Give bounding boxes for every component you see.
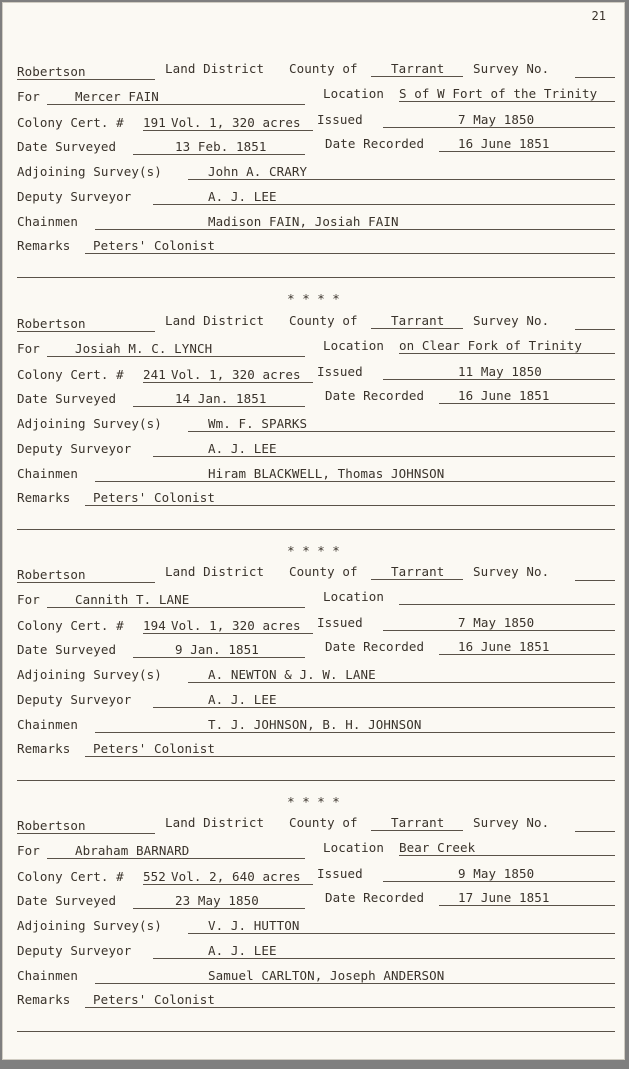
cert-number: 552 xyxy=(143,869,166,884)
issued-value: 11 May 1850 xyxy=(458,364,542,379)
cert-line xyxy=(143,382,313,383)
location-label: Location xyxy=(323,840,385,855)
issued-label: Issued xyxy=(317,866,363,881)
date-surveyed-line xyxy=(133,908,305,909)
for-value: Abraham BARNARD xyxy=(75,843,190,858)
deputy-line xyxy=(153,204,615,205)
county-value: Tarrant xyxy=(391,313,445,328)
land-district-label: Land District xyxy=(165,61,265,76)
cert-number: 194 xyxy=(143,618,166,633)
blank-line xyxy=(17,780,615,781)
location-line xyxy=(399,101,615,102)
chainmen-line xyxy=(95,983,615,984)
land-district-value: Robertson xyxy=(17,64,86,79)
remarks-label: Remarks xyxy=(17,238,71,253)
issued-label: Issued xyxy=(317,364,363,379)
land-district-line xyxy=(17,582,155,583)
county-label: County of xyxy=(289,564,358,579)
chainmen-label: Chainmen xyxy=(17,466,79,481)
county-value: Tarrant xyxy=(391,815,445,830)
cert-detail: Vol. 1, 320 acres xyxy=(171,367,301,382)
cert-detail: Vol. 1, 320 acres xyxy=(171,115,301,130)
date-recorded-value: 16 June 1851 xyxy=(458,388,550,403)
record-separator: * * * * xyxy=(287,794,340,809)
remarks-label: Remarks xyxy=(17,992,71,1007)
date-surveyed-line xyxy=(133,154,305,155)
adjoining-value: John A. CRARY xyxy=(208,164,308,179)
issued-label: Issued xyxy=(317,112,363,127)
location-label: Location xyxy=(323,338,385,353)
date-surveyed-value: 13 Feb. 1851 xyxy=(175,139,267,154)
date-surveyed-line xyxy=(133,657,305,658)
date-recorded-line xyxy=(439,905,615,906)
for-line xyxy=(47,858,305,859)
for-label: For xyxy=(17,89,40,104)
adjoining-label: Adjoining Survey(s) xyxy=(17,416,162,431)
issued-line xyxy=(383,379,615,380)
chainmen-line xyxy=(95,732,615,733)
date-recorded-value: 17 June 1851 xyxy=(458,890,550,905)
for-value: Josiah M. C. LYNCH xyxy=(75,341,213,356)
location-value: on Clear Fork of Trinity xyxy=(399,338,583,353)
land-district-line xyxy=(17,79,155,80)
remarks-line xyxy=(85,505,615,506)
document-page xyxy=(2,2,625,1060)
for-line xyxy=(47,104,305,105)
location-label: Location xyxy=(323,86,385,101)
adjoining-label: Adjoining Survey(s) xyxy=(17,164,162,179)
location-value: Bear Creek xyxy=(399,840,476,855)
issued-line xyxy=(383,630,615,631)
survey-record xyxy=(3,313,624,567)
land-district-label: Land District xyxy=(165,313,265,328)
date-surveyed-label: Date Surveyed xyxy=(17,139,117,154)
adjoining-line xyxy=(188,179,615,180)
deputy-value: A. J. LEE xyxy=(208,189,277,204)
date-surveyed-value: 9 Jan. 1851 xyxy=(175,642,259,657)
issued-line xyxy=(383,127,615,128)
chainmen-value: T. J. JOHNSON, B. H. JOHNSON xyxy=(208,717,422,732)
blank-line xyxy=(17,277,615,278)
issued-value: 7 May 1850 xyxy=(458,615,535,630)
land-district-value: Robertson xyxy=(17,567,86,582)
issued-value: 9 May 1850 xyxy=(458,866,535,881)
county-value: Tarrant xyxy=(391,564,445,579)
issued-label: Issued xyxy=(317,615,363,630)
for-value: Cannith T. LANE xyxy=(75,592,190,607)
land-district-label: Land District xyxy=(165,564,265,579)
date-surveyed-line xyxy=(133,406,305,407)
location-line xyxy=(399,353,615,354)
colony-cert-label: Colony Cert. # xyxy=(17,115,124,130)
cert-line xyxy=(143,884,313,885)
chainmen-label: Chainmen xyxy=(17,214,79,229)
land-district-value: Robertson xyxy=(17,818,86,833)
chainmen-label: Chainmen xyxy=(17,968,79,983)
date-surveyed-value: 23 May 1850 xyxy=(175,893,259,908)
land-district-label: Land District xyxy=(165,815,265,830)
county-label: County of xyxy=(289,61,358,76)
deputy-line xyxy=(153,456,615,457)
for-label: For xyxy=(17,592,40,607)
survey-record xyxy=(3,564,624,818)
county-line xyxy=(371,579,463,580)
deputy-label: Deputy Surveyor xyxy=(17,441,132,456)
colony-cert-label: Colony Cert. # xyxy=(17,869,124,884)
date-recorded-label: Date Recorded xyxy=(325,890,425,905)
for-label: For xyxy=(17,843,40,858)
chainmen-value: Samuel CARLTON, Joseph ANDERSON xyxy=(208,968,445,983)
chainmen-line xyxy=(95,229,615,230)
cert-number: 191 xyxy=(143,115,166,130)
remarks-line xyxy=(85,1007,615,1008)
date-recorded-line xyxy=(439,403,615,404)
deputy-label: Deputy Surveyor xyxy=(17,943,132,958)
survey-no-line xyxy=(575,329,615,330)
blank-line xyxy=(17,1031,615,1032)
for-line xyxy=(47,607,305,608)
date-recorded-label: Date Recorded xyxy=(325,639,425,654)
land-district-value: Robertson xyxy=(17,316,86,331)
date-recorded-line xyxy=(439,151,615,152)
adjoining-value: Wm. F. SPARKS xyxy=(208,416,308,431)
county-line xyxy=(371,328,463,329)
deputy-label: Deputy Surveyor xyxy=(17,692,132,707)
deputy-line xyxy=(153,707,615,708)
cert-line xyxy=(143,130,313,131)
survey-no-label: Survey No. xyxy=(473,313,550,328)
issued-value: 7 May 1850 xyxy=(458,112,535,127)
cert-detail: Vol. 2, 640 acres xyxy=(171,869,301,884)
date-recorded-line xyxy=(439,654,615,655)
adjoining-value: V. J. HUTTON xyxy=(208,918,300,933)
for-line xyxy=(47,356,305,357)
for-value: Mercer FAIN xyxy=(75,89,159,104)
colony-cert-label: Colony Cert. # xyxy=(17,618,124,633)
remarks-value: Peters' Colonist xyxy=(93,238,216,253)
date-recorded-label: Date Recorded xyxy=(325,388,425,403)
adjoining-value: A. NEWTON & J. W. LANE xyxy=(208,667,376,682)
cert-number: 241 xyxy=(143,367,166,382)
county-label: County of xyxy=(289,313,358,328)
remarks-line xyxy=(85,253,615,254)
date-surveyed-label: Date Surveyed xyxy=(17,642,117,657)
remarks-line xyxy=(85,756,615,757)
remarks-value: Peters' Colonist xyxy=(93,741,216,756)
deputy-line xyxy=(153,958,615,959)
chainmen-line xyxy=(95,481,615,482)
remarks-value: Peters' Colonist xyxy=(93,490,216,505)
cert-line xyxy=(143,633,313,634)
remarks-label: Remarks xyxy=(17,490,71,505)
issued-line xyxy=(383,881,615,882)
survey-record xyxy=(3,61,624,315)
county-line xyxy=(371,830,463,831)
remarks-value: Peters' Colonist xyxy=(93,992,216,1007)
colony-cert-label: Colony Cert. # xyxy=(17,367,124,382)
adjoining-label: Adjoining Survey(s) xyxy=(17,667,162,682)
cert-detail: Vol. 1, 320 acres xyxy=(171,618,301,633)
deputy-value: A. J. LEE xyxy=(208,441,277,456)
location-value: S of W Fort of the Trinity xyxy=(399,86,598,101)
chainmen-value: Madison FAIN, Josiah FAIN xyxy=(208,214,399,229)
date-recorded-label: Date Recorded xyxy=(325,136,425,151)
survey-no-label: Survey No. xyxy=(473,815,550,830)
survey-no-line xyxy=(575,580,615,581)
date-recorded-value: 16 June 1851 xyxy=(458,136,550,151)
date-recorded-value: 16 June 1851 xyxy=(458,639,550,654)
record-separator: * * * * xyxy=(287,543,340,558)
survey-no-label: Survey No. xyxy=(473,61,550,76)
adjoining-label: Adjoining Survey(s) xyxy=(17,918,162,933)
deputy-value: A. J. LEE xyxy=(208,692,277,707)
location-line xyxy=(399,604,615,605)
page-number: 21 xyxy=(591,9,606,23)
record-separator: * * * * xyxy=(287,291,340,306)
deputy-label: Deputy Surveyor xyxy=(17,189,132,204)
location-label: Location xyxy=(323,589,385,604)
chainmen-label: Chainmen xyxy=(17,717,79,732)
adjoining-line xyxy=(188,933,615,934)
deputy-value: A. J. LEE xyxy=(208,943,277,958)
county-line xyxy=(371,76,463,77)
adjoining-line xyxy=(188,431,615,432)
survey-record xyxy=(3,815,624,1069)
land-district-line xyxy=(17,331,155,332)
survey-no-line xyxy=(575,77,615,78)
date-surveyed-label: Date Surveyed xyxy=(17,893,117,908)
land-district-line xyxy=(17,833,155,834)
chainmen-value: Hiram BLACKWELL, Thomas JOHNSON xyxy=(208,466,445,481)
for-label: For xyxy=(17,341,40,356)
county-label: County of xyxy=(289,815,358,830)
date-surveyed-label: Date Surveyed xyxy=(17,391,117,406)
survey-no-label: Survey No. xyxy=(473,564,550,579)
survey-no-line xyxy=(575,831,615,832)
remarks-label: Remarks xyxy=(17,741,71,756)
adjoining-line xyxy=(188,682,615,683)
date-surveyed-value: 14 Jan. 1851 xyxy=(175,391,267,406)
blank-line xyxy=(17,529,615,530)
location-line xyxy=(399,855,615,856)
county-value: Tarrant xyxy=(391,61,445,76)
